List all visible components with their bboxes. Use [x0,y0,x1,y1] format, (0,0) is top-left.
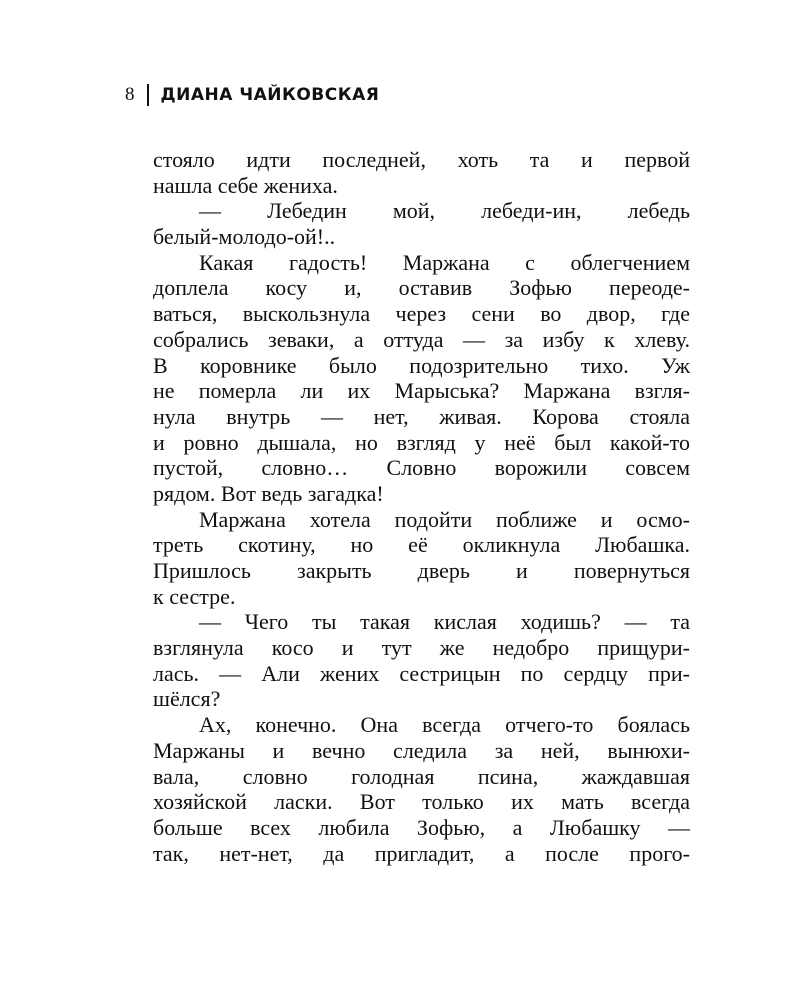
text-line: доплела косу и, оставив Зофью переоде- [153,275,690,301]
paragraph [153,609,690,712]
text-line: Пришлось закрыть дверь и повернуться [153,558,690,583]
text-line: лась. — Али жених сестрицын по сердцу при- [153,660,690,686]
paragraph [153,507,690,610]
text-line: рядом. Вот ведь загадка! [153,480,384,506]
text-line: хозяйской ласки. Вот только их мать всегда [153,789,690,815]
author-name: ДИАНА ЧАЙКОВСКАЯ [160,85,380,105]
text-line: нашла себе жениха. [153,172,338,198]
page-number: 8 [125,84,135,105]
body-text [153,147,690,866]
text-line: Какая гадость! Маржана с облегчением [199,249,690,275]
text-line: — Чего ты такая кислая ходишь? — та [199,609,690,635]
text-line: больше всех любила Зофью, а Любашку — [153,814,690,840]
text-line: ваться, выскользнула через сени во двор, где [153,301,690,327]
header-divider [147,84,149,106]
paragraph [153,250,690,507]
text-line: В коровнике было подозрительно тихо. Уж [153,352,690,378]
text-line: и ровно дышала, но взгляд у неё был какой-то [153,429,690,455]
text-line: не померла ли их Марыська? Маржана взгля- [153,378,690,404]
text-line: Маржаны и вечно следила за ней, вынюхи- [153,737,690,763]
text-line: нула внутрь — нет, живая. Корова стояла [153,403,690,429]
text-line: — Лебедин мой, лебеди-ин, лебедь [199,198,690,224]
text-line: шёлся? [153,686,221,712]
text-line: так, нет-нет, да пригладит, а после прого- [153,840,690,866]
text-line: Ах, конечно. Она всегда отчего-то боялась [199,712,690,738]
text-line: вала, словно голодная псина, жаждавшая [153,763,690,789]
text-line: пустой, словно… Словно ворожили совсем [153,455,690,481]
text-line: Маржана хотела подойти поближе и осмо- [199,506,690,532]
text-line: стояло идти последней, хоть та и первой [153,147,690,172]
text-line: собрались зеваки, а оттуда — за избу к хлеву. [153,326,690,352]
text-line: треть скотину, но её окликнула Любашка. [153,532,690,558]
text-line: взглянула косо и тут же недобро прищури- [153,635,690,661]
text-line: белый-молодо-ой!.. [153,224,336,250]
paragraph [153,147,690,198]
running-head [125,80,379,110]
text-line: к сестре. [153,583,236,609]
paragraph [153,198,690,249]
paragraph [153,712,690,866]
